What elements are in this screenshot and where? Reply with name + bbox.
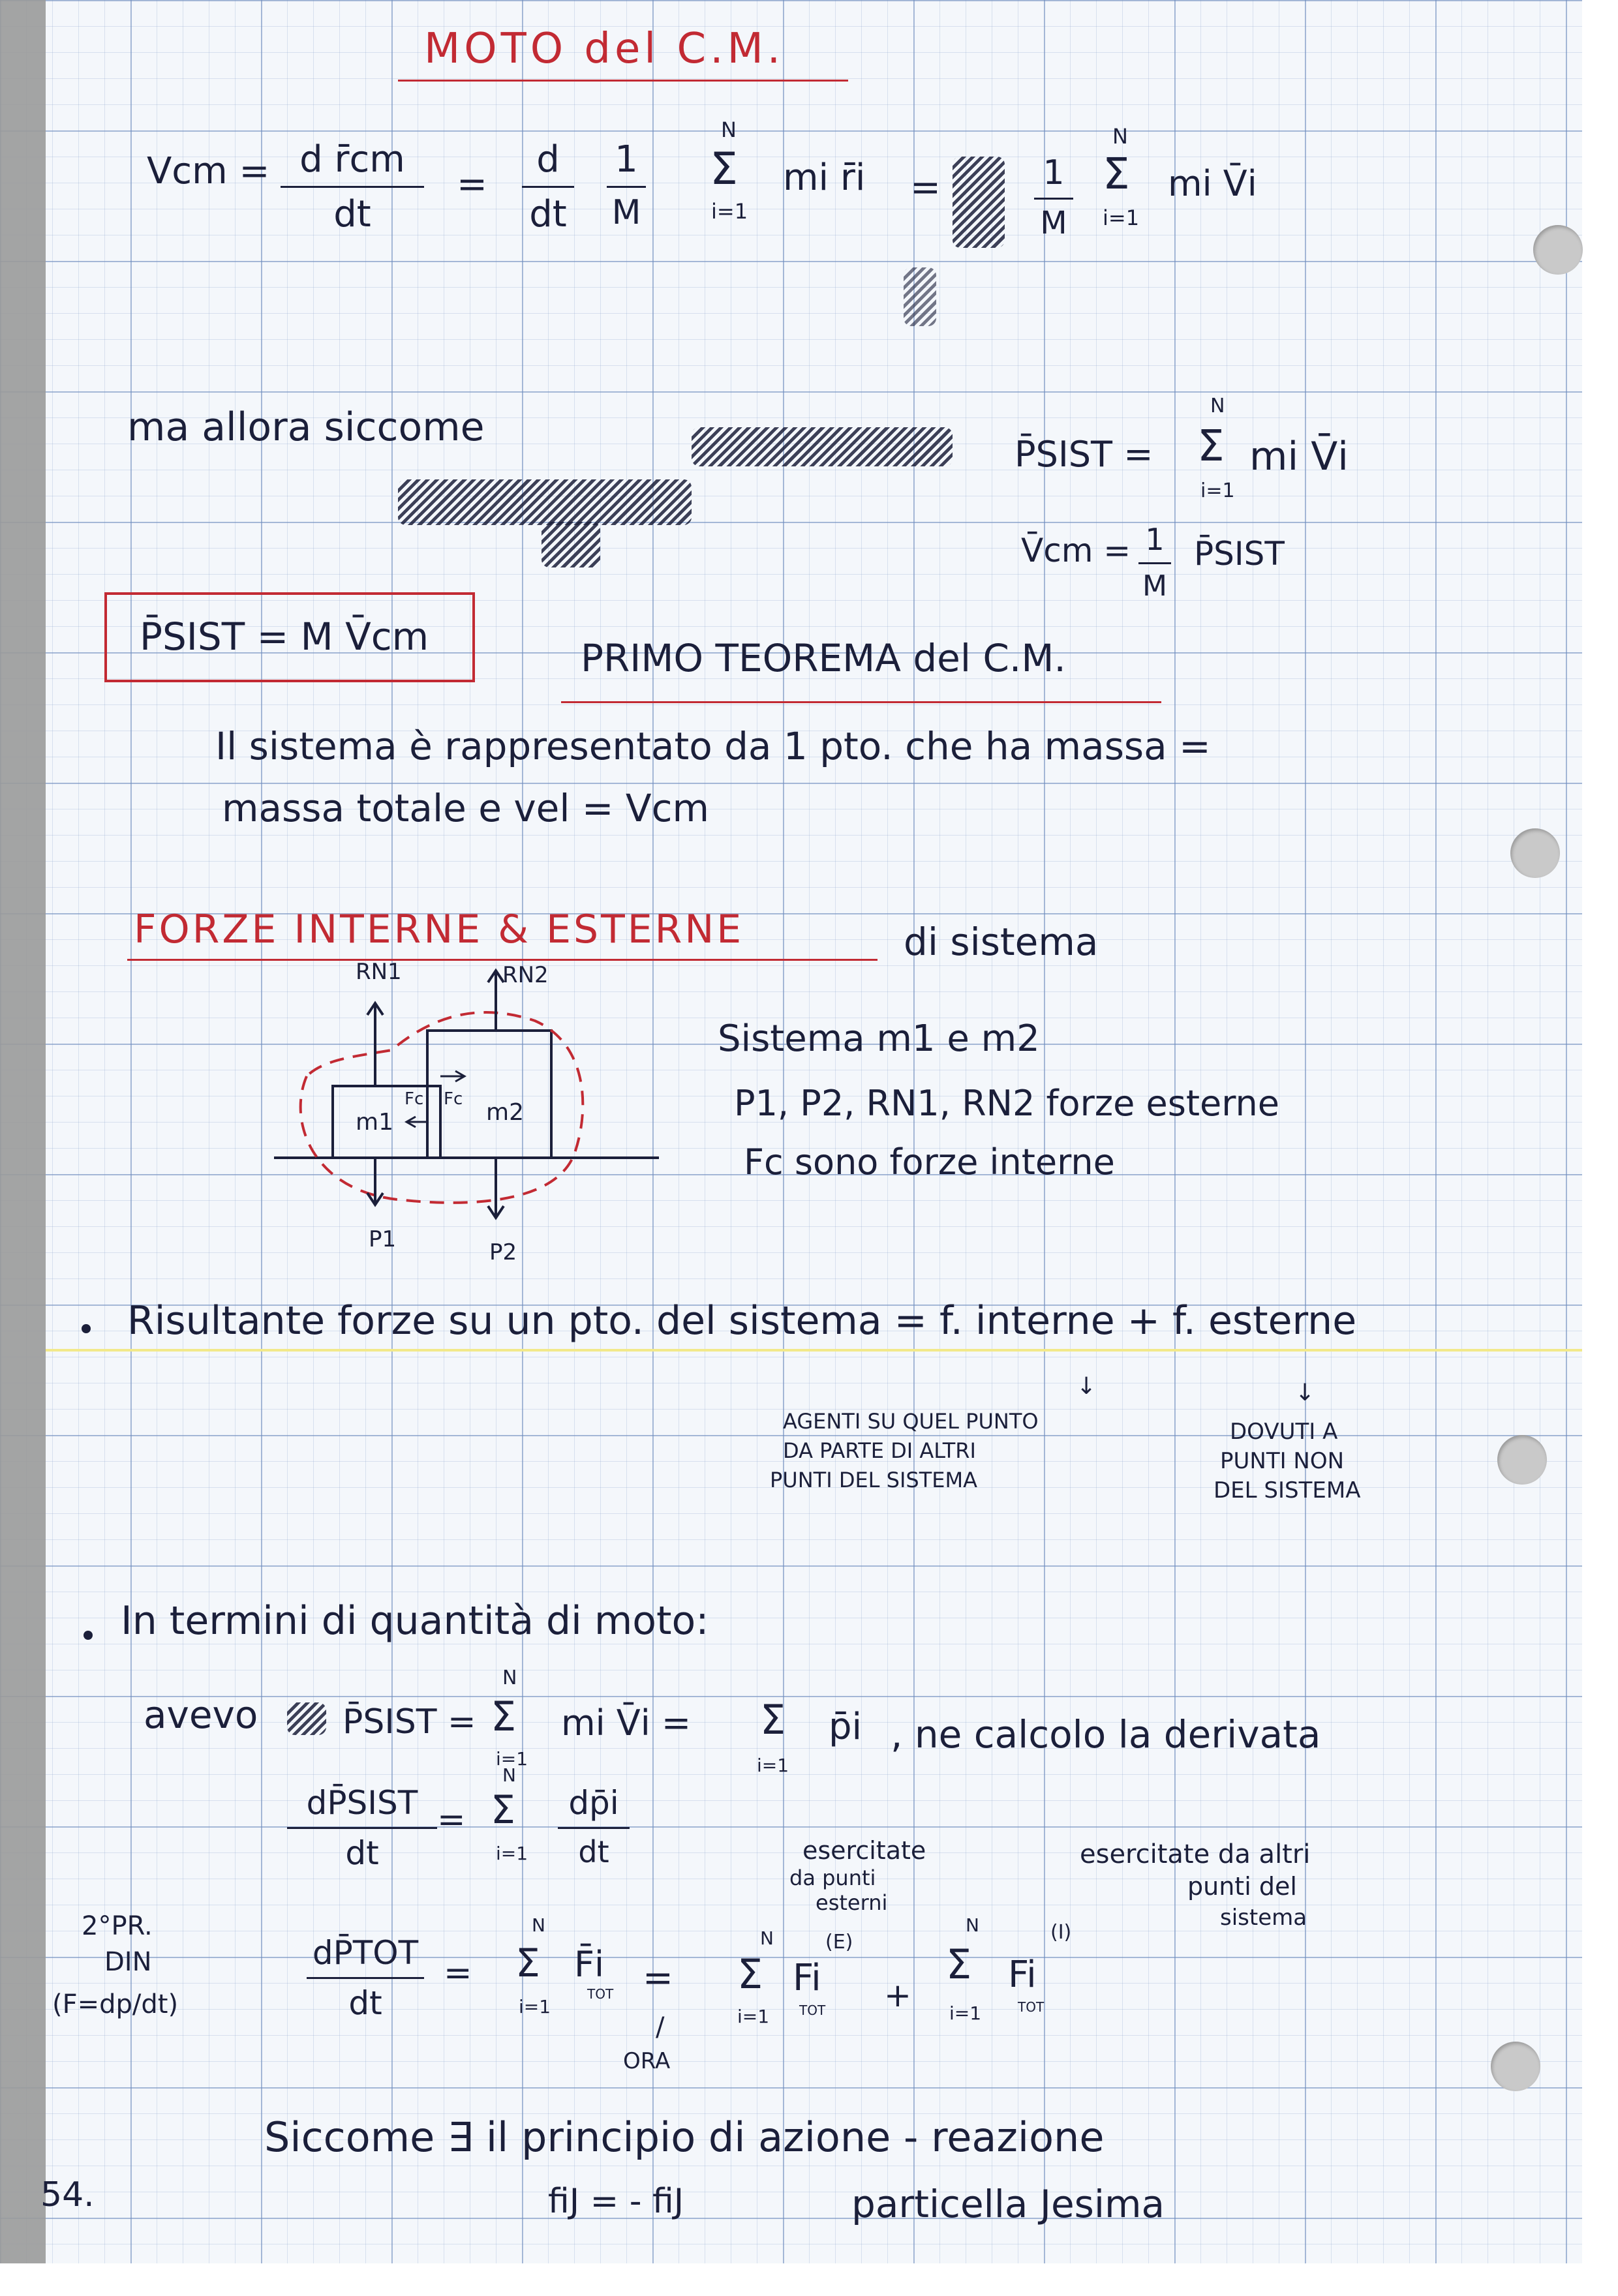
- fraction-denominator: M: [1142, 569, 1167, 603]
- system-line: Sistema m1 e m2: [718, 1018, 1040, 1060]
- equals-sign: =: [437, 1800, 466, 1839]
- sum-subscript: TOT: [587, 1986, 614, 2002]
- sum-lower-limit: i=1: [949, 2002, 982, 2024]
- bullet-text: In termini di quantità di moto:: [121, 1598, 709, 1644]
- sum-lower-limit: i=1: [1103, 205, 1140, 230]
- fraction-numerator: d r̄cm: [299, 138, 405, 181]
- side-note: DIN: [104, 1947, 152, 1977]
- description-line: Il sistema è rappresentato da 1 pto. che ha massa =: [215, 724, 1211, 768]
- sum-symbol: Σ: [760, 1696, 786, 1744]
- page-number: 54.: [40, 2175, 95, 2214]
- fraction-bar: [307, 1977, 424, 1979]
- diagram-label-m1: m1: [356, 1109, 393, 1136]
- annotation-line: PUNTI NON: [1220, 1448, 1345, 1474]
- theorem-title: PRIMO TEOREMA del C.M.: [581, 636, 1066, 680]
- annotation-line: esterni: [816, 1890, 888, 1915]
- page-title: MOTO del C.M.: [424, 25, 785, 73]
- fraction-numerator: 1: [1145, 522, 1165, 557]
- derivative-text: , ne calcolo la derivata: [891, 1712, 1321, 1757]
- annotation-line: sistema: [1220, 1905, 1307, 1931]
- fraction-denominator: dt: [333, 193, 371, 235]
- annotation-line: DEL SISTEMA: [1214, 1477, 1361, 1503]
- fraction-numerator: dP̄TOT: [312, 1934, 419, 1972]
- sum-superscript: (E): [825, 1931, 853, 1954]
- crossed-out-mark: [287, 1702, 326, 1735]
- sum-lower-limit: i=1: [737, 2006, 770, 2027]
- diagram-label-p2: P2: [489, 1239, 517, 1265]
- diagram-label-p1: P1: [369, 1226, 397, 1252]
- fraction-denominator: dt: [348, 1984, 382, 2022]
- diagram-label-m2: m2: [486, 1099, 524, 1126]
- sum-lower-limit: i=1: [496, 1748, 528, 1770]
- final-line: Siccome ∃ il principio di azione - reazione: [264, 2113, 1105, 2161]
- fraction-bar: [558, 1827, 630, 1829]
- sum-symbol: Σ: [515, 1941, 540, 1986]
- fraction-denominator: dt: [345, 1834, 379, 1872]
- psist-lhs: P̄SIST =: [1015, 434, 1153, 475]
- sum-lower-limit: i=1: [757, 1755, 789, 1776]
- arrow-down-icon: ↓: [1076, 1373, 1097, 1400]
- diagram-label-fc: Fc: [444, 1089, 463, 1109]
- diagram-label-fc: Fc: [404, 1089, 424, 1109]
- psist-term: P̄SIST: [1194, 535, 1285, 573]
- sum-upper-limit: N: [502, 1667, 517, 1689]
- sum-term: p̄i: [829, 1706, 862, 1748]
- sum-symbol: Σ: [491, 1693, 517, 1740]
- system-line: Fc sono forze interne: [744, 1141, 1115, 1183]
- ora-label: ORA: [623, 2048, 671, 2074]
- fraction-denominator: M: [1040, 205, 1067, 241]
- annotation-line: AGENTI SU QUEL PUNTO: [783, 1409, 1039, 1434]
- fraction-numerator: dP̄SIST: [306, 1784, 418, 1822]
- sum-upper-limit: N: [502, 1764, 516, 1786]
- eq-vcm-lhs: Vcm =: [147, 150, 270, 192]
- sum-symbol: Σ: [491, 1787, 515, 1833]
- fraction-bar: [287, 1827, 437, 1829]
- sum-term: Fi: [1008, 1954, 1037, 1996]
- side-note: 2°PR.: [82, 1911, 153, 1941]
- sum-subscript: TOT: [799, 2002, 826, 2018]
- annotation-line: DOVUTI A: [1230, 1419, 1338, 1445]
- formula-action-reaction: fiJ = - fiJ: [548, 2182, 684, 2221]
- section-title-suffix: di sistema: [904, 920, 1099, 964]
- text-avevo: avevo: [144, 1693, 258, 1737]
- diagram-label-rn1: RN1: [356, 959, 402, 985]
- annotation-line: punti del: [1187, 1872, 1297, 1901]
- sum-term: mi V̄i =: [561, 1702, 692, 1744]
- sum-lower-limit: i=1: [496, 1843, 528, 1864]
- sum-upper-limit: N: [1210, 395, 1225, 417]
- sum-term: Fi: [793, 1957, 821, 1999]
- psist-lhs: P̄SIST =: [343, 1702, 476, 1742]
- system-line: P1, P2, RN1, RN2 forze esterne: [734, 1083, 1279, 1124]
- annotation-line: esercitate da altri: [1080, 1839, 1311, 1869]
- bullet-dot: [82, 1324, 91, 1333]
- text-line: ma allora siccome: [127, 404, 485, 450]
- final-note: particella Jesima: [851, 2182, 1165, 2226]
- sum-symbol: Σ: [737, 1950, 763, 1998]
- sum-lower-limit: i=1: [711, 199, 748, 224]
- sum-symbol: Σ: [710, 144, 738, 195]
- side-note: (F=dp/dt): [52, 1989, 179, 2019]
- plus-sign: +: [884, 1976, 911, 2014]
- section-title: FORZE INTERNE & ESTERNE: [134, 907, 744, 952]
- sum-symbol: Σ: [946, 1941, 972, 1988]
- sum-lower-limit: i=1: [519, 1996, 551, 2017]
- bullet-dot: [84, 1631, 93, 1640]
- fraction-numerator: 1: [615, 138, 638, 181]
- eq-fraction: [287, 1784, 437, 1872]
- diagram-label-rn2: RN2: [502, 962, 549, 988]
- sum-upper-limit: N: [1112, 124, 1128, 149]
- description-line: massa totale e vel = Vcm: [222, 786, 709, 830]
- arrow-down-icon: ↓: [1295, 1380, 1315, 1406]
- annotation-line: esercitate: [802, 1836, 926, 1865]
- eq-fraction: [307, 1934, 424, 2022]
- equals-sign: =: [910, 166, 941, 209]
- annotation-line: PUNTI DEL SISTEMA: [770, 1468, 977, 1492]
- sum-upper-limit: N: [760, 1927, 774, 1949]
- vcm-lhs: V̄cm =: [1021, 532, 1131, 569]
- fraction-denominator: dt: [578, 1834, 609, 1869]
- sum-upper-limit: N: [532, 1914, 545, 1936]
- boxed-formula-text: P̄SIST = M V̄cm: [140, 614, 429, 659]
- arrow-line: /: [656, 2012, 665, 2042]
- annotation-line: DA PARTE DI ALTRI: [783, 1438, 976, 1463]
- sum-upper-limit: N: [721, 117, 737, 142]
- fraction-numerator: d: [536, 138, 560, 181]
- sum-term: mi V̄i: [1168, 163, 1257, 204]
- eq-fraction: [558, 1784, 630, 1869]
- sum-symbol: Σ: [1103, 149, 1130, 199]
- equals-sign: =: [444, 1954, 472, 1993]
- sum-lower-limit: i=1: [1200, 479, 1235, 502]
- fraction-denominator: dt: [529, 193, 567, 235]
- fraction-numerator: 1: [1043, 153, 1065, 192]
- sum-upper-limit: N: [966, 1914, 979, 1936]
- bullet-text: Risultante forze su un pto. del sistema = f. interne + f. esterne: [127, 1298, 1357, 1344]
- sum-superscript: (I): [1050, 1921, 1072, 1944]
- fraction-denominator: M: [611, 193, 641, 232]
- annotation-line: da punti: [789, 1865, 876, 1890]
- sum-symbol: Σ: [1197, 421, 1225, 471]
- fraction-numerator: dp̄i: [568, 1784, 619, 1822]
- sum-term: mi r̄i: [783, 157, 866, 199]
- sum-subscript: TOT: [1018, 1999, 1045, 2015]
- equals-sign: =: [643, 1957, 673, 1999]
- equals-sign: =: [457, 163, 487, 205]
- sum-term: F̄i: [574, 1944, 605, 1985]
- sum-term: mi V̄i: [1249, 434, 1349, 479]
